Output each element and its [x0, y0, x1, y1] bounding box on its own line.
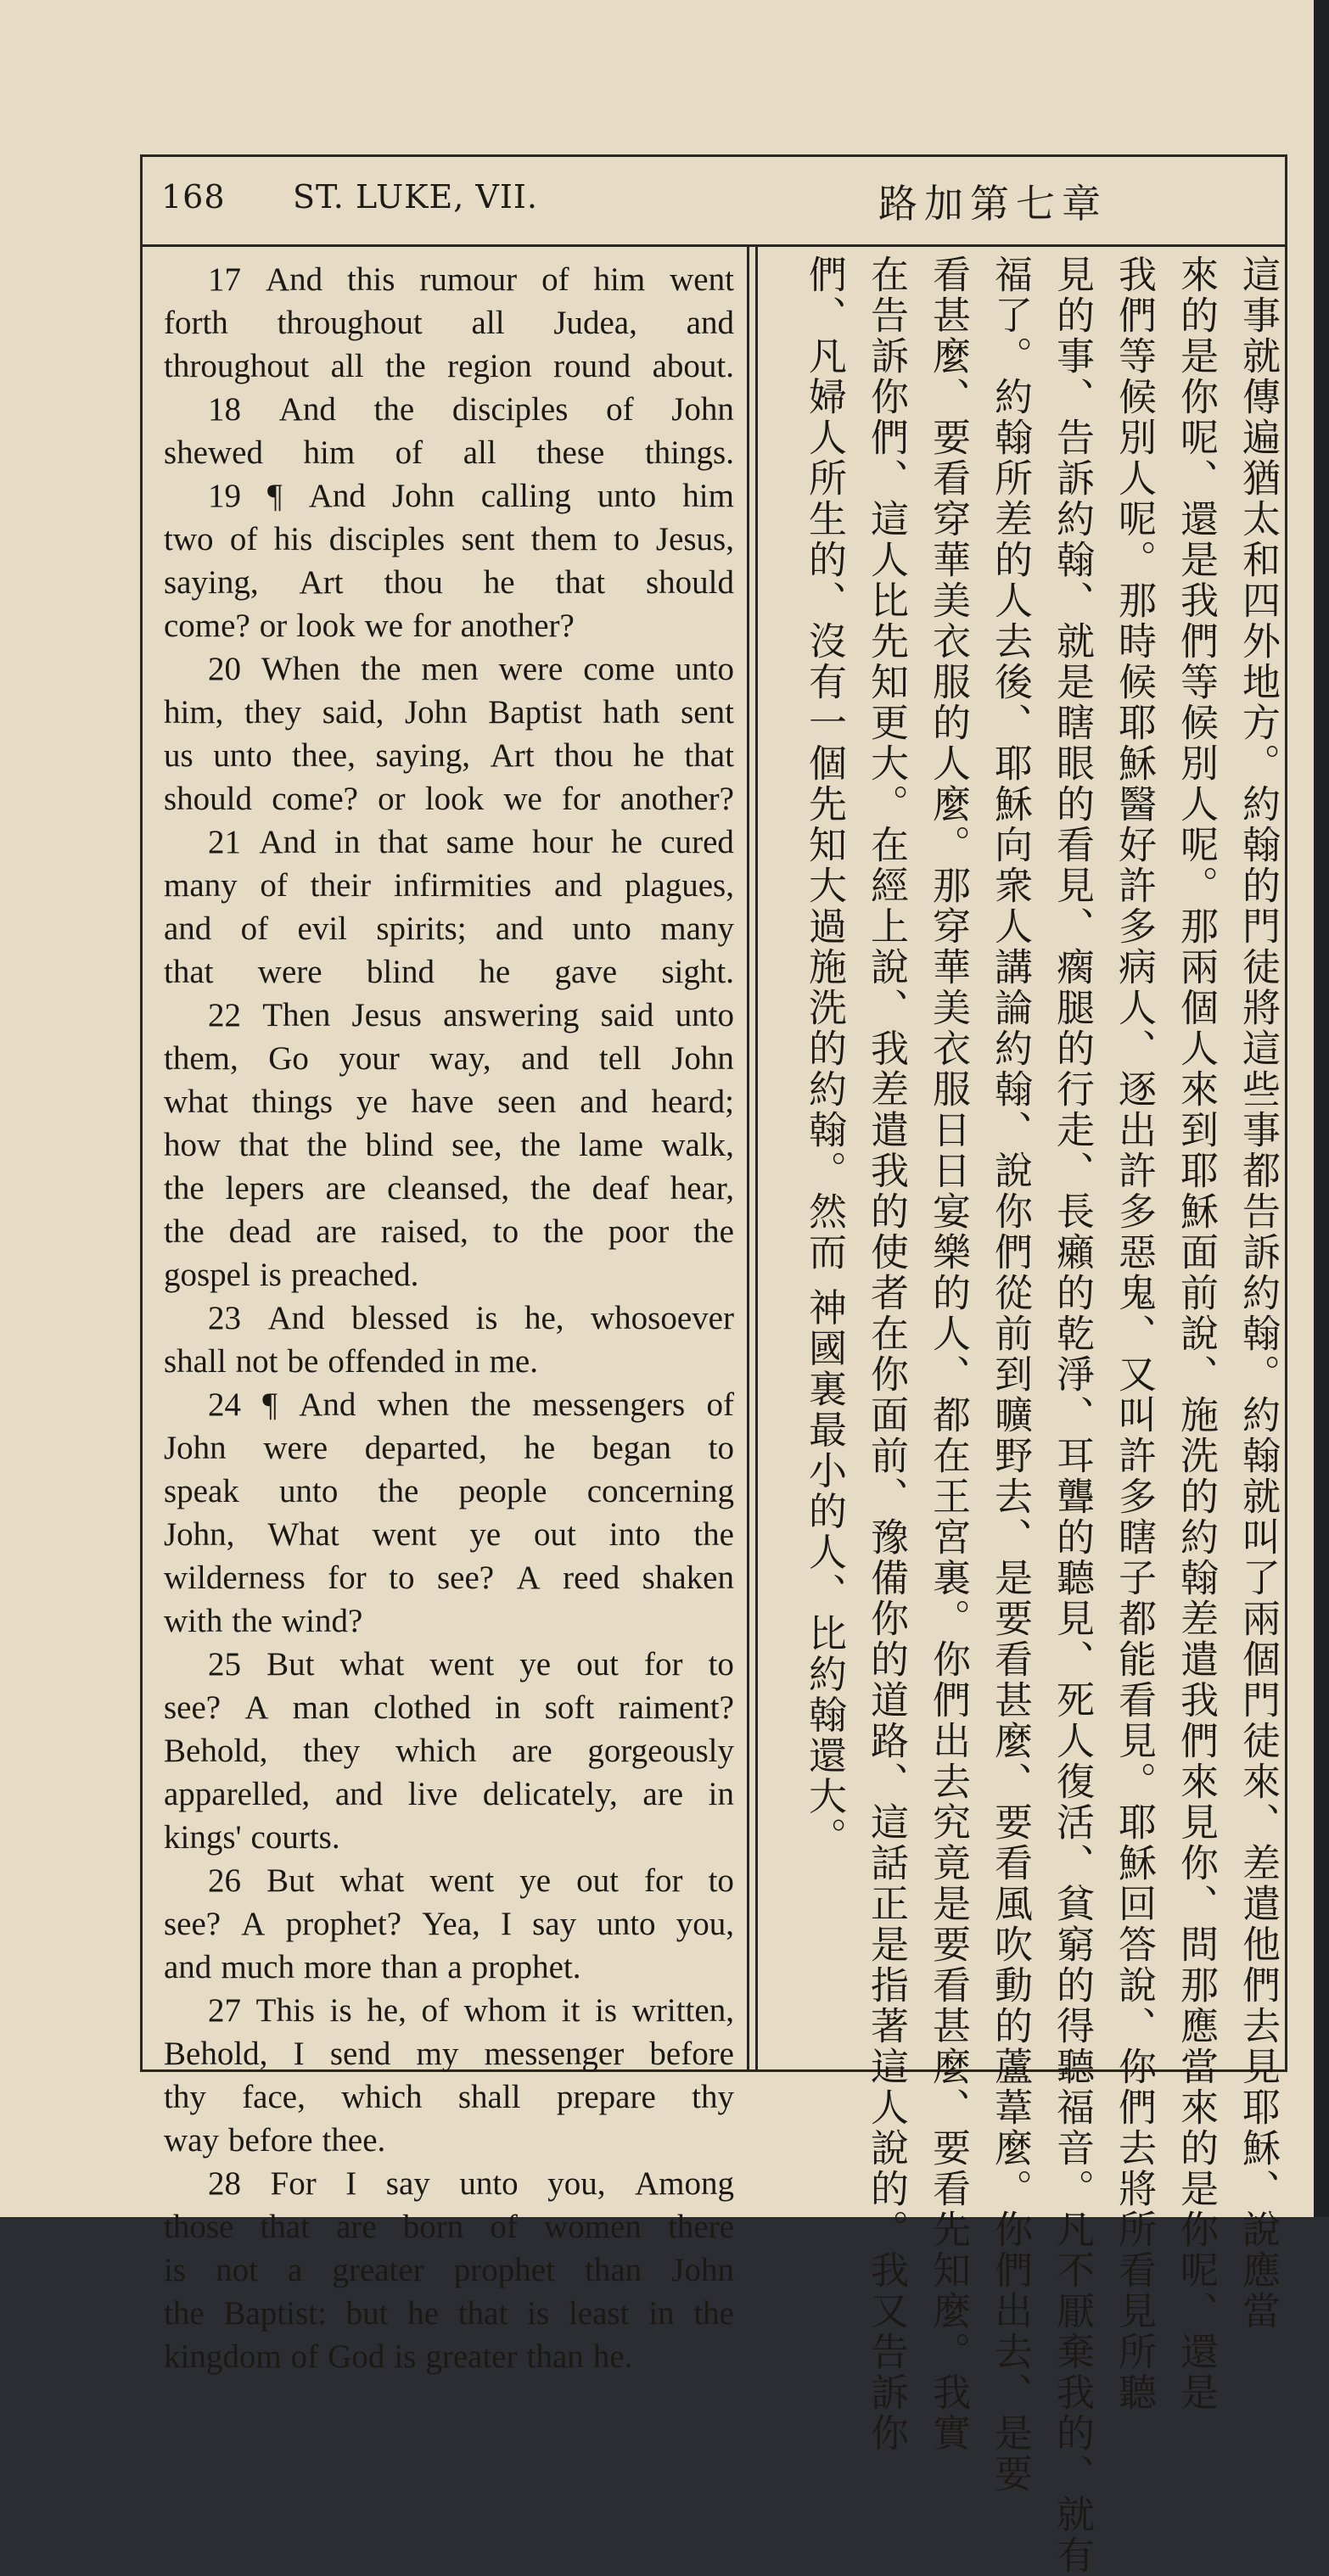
- chinese-column: 們、凡婦人所生的、沒有一個先知大過施洗的約翰。然而 神國裏最小的人、比約翰還大。: [802, 255, 847, 1858]
- english-line: 20 When the men were come unto: [208, 651, 734, 687]
- english-line: kingdom of God is greater than he.: [164, 2338, 633, 2375]
- chinese-column: 在告訴你們、這人比先知更大。在經上說、我差遣我的使者在你面前、豫備你的道路、這話正是指著這人說的。我又告訴你: [864, 255, 909, 2454]
- english-line: with the wind?: [164, 1603, 363, 1639]
- chinese-page-title: 路加第七章: [878, 181, 1108, 227]
- english-line: see? A man clothed in soft raiment?: [164, 1689, 734, 1726]
- english-line: the dead are raised, to the poor the: [164, 1213, 734, 1250]
- english-line: and of evil spirits; and unto many: [164, 910, 734, 947]
- english-line: Behold, I send my messenger before: [164, 2036, 734, 2072]
- book-spine: [1314, 0, 1329, 2217]
- english-line: kings' courts.: [164, 1819, 340, 1856]
- english-line: 27 This is he, of whom it is written,: [208, 1992, 734, 2029]
- english-line: way before thee.: [164, 2122, 386, 2159]
- english-line: saying, Art thou he that should: [164, 564, 734, 601]
- chinese-text-column: [772, 255, 1281, 2576]
- english-line: John were departed, he began to: [164, 1430, 734, 1466]
- chinese-column: 這事就傳遍猶太和四外地方。約翰的門徒將這些事都告訴約翰。約翰就叫了兩個門徒來、差遣他們去見耶穌、說應當: [1236, 255, 1281, 2332]
- english-line: come? or look we for another?: [164, 608, 575, 644]
- english-line: two of his disciples sent them to Jesus,: [164, 521, 734, 557]
- page-number: 168: [161, 178, 226, 216]
- english-line: him, they said, John Baptist hath sent: [164, 694, 734, 731]
- english-line: shewed him of all these things.: [164, 434, 734, 471]
- english-line: apparelled, and live delicately, are in: [164, 1776, 734, 1812]
- chinese-column: 福了。約翰所差的人去後、耶穌向衆人講論約翰、說你們從前到曠野去、是要看甚麼、要看風吹動的蘆葦麼。你們出去、是要: [988, 255, 1033, 2495]
- chinese-column: 看甚麼、要看穿華美衣服的人麼。那穿華美衣服日日宴樂的人、都在王宮裏。你們出去究竟是要看甚麼、要看先知麼。我實: [926, 255, 971, 2454]
- english-line: 26 But what went ye out for to: [208, 1862, 734, 1899]
- english-line: the Baptist: but he that is least in the: [164, 2295, 734, 2332]
- english-line: throughout all the region round about.: [164, 348, 734, 384]
- chinese-column: 見的事、告訴約翰、就是瞎眼的看見、瘸腿的行走、長癩的乾淨、耳聾的聽見、死人復活、貧窮的得聽福音。凡不厭棄我的、就有: [1050, 255, 1095, 2576]
- english-line: the lepers are cleansed, the deaf hear,: [164, 1170, 734, 1207]
- english-line: 19 ¶ And John calling unto him: [208, 478, 734, 514]
- english-line: see? A prophet? Yea, I say unto you,: [164, 1906, 734, 1942]
- english-text-column: [164, 258, 734, 2378]
- english-line: is not a greater prophet than John: [164, 2252, 734, 2288]
- english-line: forth throughout all Judea, and: [164, 305, 734, 341]
- english-line: us unto thee, saying, Art thou he that: [164, 737, 734, 774]
- english-line: shall not be offended in me.: [164, 1343, 538, 1380]
- english-line: 18 And the disciples of John: [208, 391, 734, 428]
- english-line: 24 ¶ And when the messengers of: [208, 1386, 734, 1423]
- english-line: them, Go your way, and tell John: [164, 1040, 734, 1077]
- chinese-column: 我們等候別人呢。那時候耶穌醫好許多病人、逐出許多惡鬼、又叫許多瞎子都能看見。耶穌回答說、你們去將所看見所聽: [1112, 255, 1157, 2413]
- english-line: how that the blind see, the lame walk,: [164, 1127, 734, 1163]
- english-line: those that are born of women there: [164, 2209, 734, 2245]
- english-line: 28 For I say unto you, Among: [208, 2165, 734, 2202]
- page-title: ST. LUKE, VII.: [293, 178, 538, 216]
- header-divider: [140, 244, 1287, 247]
- english-line: what things ye have seen and heard;: [164, 1084, 734, 1120]
- english-line: 22 Then Jesus answering said unto: [208, 997, 734, 1033]
- english-line: should come? or look we for another?: [164, 781, 734, 817]
- chinese-column: 來的是你呢、還是我們等候別人呢。那兩個人來到耶穌面前說、施洗的約翰差遣我們來見你、問那應當來的是你呢、還是: [1174, 255, 1219, 2413]
- english-line: gospel is preached.: [164, 1257, 419, 1293]
- english-line: that were blind he gave sight.: [164, 954, 734, 990]
- english-line: 17 And this rumour of him went: [208, 261, 734, 298]
- english-line: 21 And in that same hour he cured: [208, 824, 734, 860]
- english-line: thy face, which shall prepare thy: [164, 2079, 734, 2115]
- english-line: speak unto the people concerning: [164, 1473, 734, 1509]
- english-line: wilderness for to see? A reed shaken: [164, 1560, 734, 1596]
- english-line: 23 And blessed is he, whosoever: [208, 1300, 734, 1336]
- english-line: Behold, they which are gorgeously: [164, 1733, 734, 1769]
- column-divider-right: [755, 246, 758, 2070]
- english-line: 25 But what went ye out for to: [208, 1646, 734, 1683]
- english-line: and much more than a prophet.: [164, 1949, 581, 1985]
- english-line: John, What went ye out into the: [164, 1516, 734, 1553]
- english-line: many of their infirmities and plagues,: [164, 867, 734, 904]
- column-divider-left: [747, 246, 749, 2070]
